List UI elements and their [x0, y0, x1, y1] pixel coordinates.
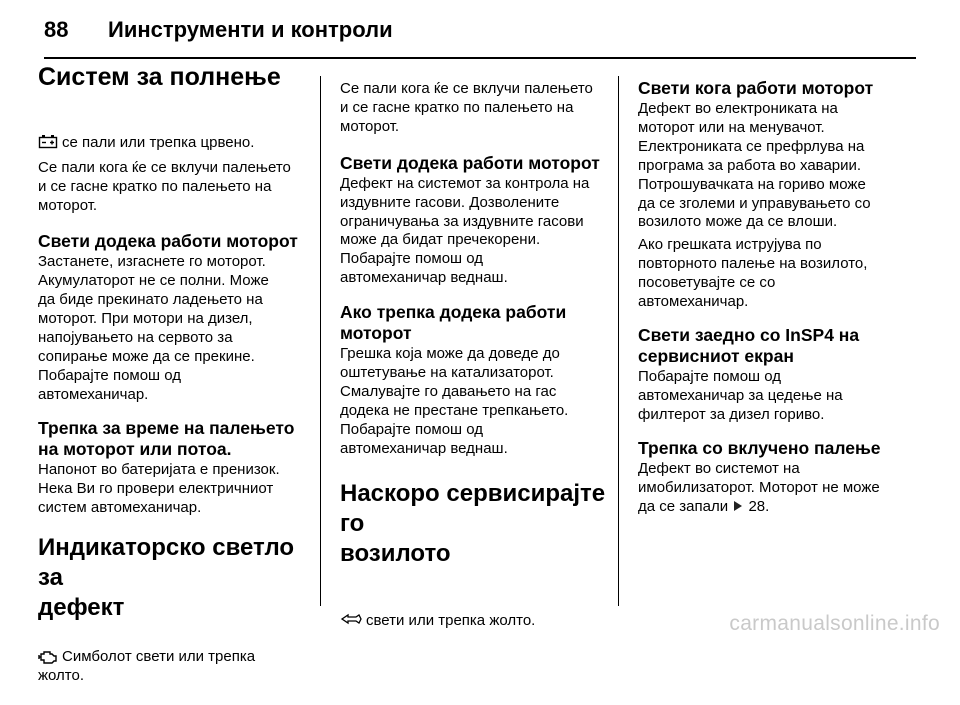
- section-title-malfunction-light: Индикаторско светло за дефект: [38, 534, 295, 622]
- subheading-flashing: Трепка за време на палењето на моторот или потоа.: [38, 417, 295, 459]
- battery-icon: [38, 115, 58, 155]
- chapter-title: Иинструменти и контроли: [108, 17, 393, 42]
- watermark: carmanualsonline.info: [729, 612, 940, 635]
- service-wrench-icon: [340, 594, 362, 633]
- subheading-flashing-ignition: Трепка со вклучено палење: [638, 437, 881, 458]
- paragraph: Дефект на системот за контрола на издувните гасови. Дозволените ограничувања за издувните гасови може да бидат пречекорени. Побарајте помош од автомеханичар веднаш.: [340, 174, 590, 287]
- charging-indicator-text: се пали или трепка црвено.: [62, 133, 255, 151]
- section-title-service-soon: Наскоро сервисирајте го возилото: [340, 479, 606, 567]
- page-number: 88: [44, 17, 69, 42]
- paragraph: Ако грешката иструјува по повторното палење на возилото, посоветувајте се со автомеханичар.: [638, 236, 868, 311]
- column-divider: [320, 76, 321, 606]
- paragraph: Грешка која може да доведе до оштетување на катализаторот. Смалувајте го давањето на гас додека не престане трепкањето. Побарајте помош од автомеханичар веднаш.: [340, 345, 569, 457]
- header-rule: [44, 57, 916, 59]
- subheading-engine-running: Свети додека работи моторот: [340, 152, 600, 173]
- engine-malfunction-icon: [38, 630, 58, 671]
- service-indicator-line: [340, 575, 612, 633]
- paragraph: Дефект во електрониката на моторот или на менувачот. Електрониката се префрлува на програма за работа во хаварии. Потрошувачката на гориво може да се зголеми и управувањето со возилото може да се влоши.: [638, 100, 871, 231]
- paragraph: Се пали кога ќе се вклучи палењето и се гасне кратко по палењето на моторот.: [340, 80, 593, 135]
- column-middle: [340, 62, 612, 632]
- column-divider: [618, 76, 619, 606]
- paragraph: Побарајте помош од автомеханичар за цедење на филтерот за дизел гориво.: [638, 367, 843, 423]
- paragraph-text: Дефект во системот на имобилизаторот. Моторот не може да се запали: [638, 459, 880, 515]
- page-header: [44, 8, 916, 52]
- paragraph: Застанете, изгаснете го моторот. Акумулаторот не се полни. Може да биде прекинато ладењето на моторот. При мотори на дизел, напојувањето на сервото за сопирање може да се прекине. Побарајте помош од автомеханичар.: [38, 253, 269, 403]
- subheading-insp4: Свети заедно со InSP4 на сервисниот екран: [638, 324, 860, 366]
- paragraph: Напонот во батеријата е пренизок. Нека Ви го провери електричниот систем автомеханичар.: [38, 460, 280, 516]
- column-left: [38, 62, 310, 705]
- malfunction-indicator-text: Симболот свети или трепка жолто.: [38, 648, 256, 685]
- section-title-charging-system: Систем за полнење: [38, 63, 281, 91]
- subheading-engine-running: Свети додека работи моторот: [38, 231, 298, 252]
- reference-arrow-icon: [734, 501, 742, 511]
- subheading-flashing-running: Ако трепка додека работи моторот: [340, 302, 567, 344]
- service-indicator-text: свети или трепка жолто.: [366, 611, 536, 629]
- column-right: [638, 62, 910, 516]
- paragraph: Се пали кога ќе се вклучи палењето и се гасне кратко по палењето на моторот.: [38, 158, 291, 214]
- immobilizer-paragraph: [638, 460, 910, 517]
- subheading-engine-running: Свети кога работи моторот: [638, 78, 874, 98]
- malfunction-indicator-line: [38, 629, 310, 705]
- page-reference-link[interactable]: 28.: [748, 497, 770, 515]
- charging-indicator-line: [38, 96, 310, 155]
